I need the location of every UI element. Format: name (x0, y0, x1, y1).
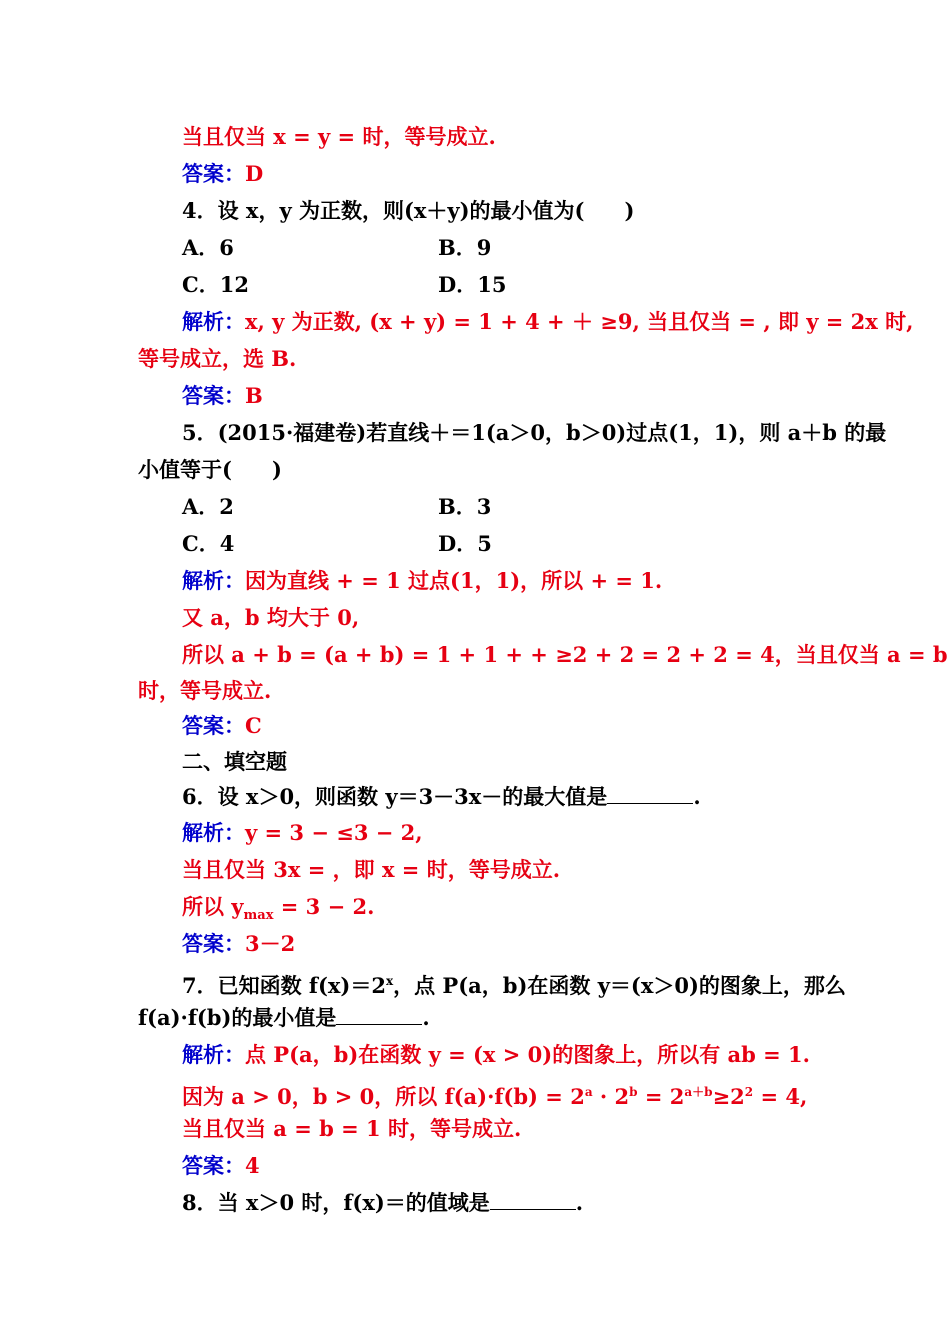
analysis-line (138, 678, 271, 704)
superscript: a＋b (684, 1085, 713, 1099)
option-c-text: C．12 (182, 272, 249, 297)
fill-blank (490, 1191, 576, 1210)
answer-line (182, 383, 263, 409)
superscript: b (629, 1085, 638, 1099)
answer-value: 3－2 (245, 931, 296, 956)
subscript: max (243, 908, 274, 924)
option-c-text: C．4 (182, 531, 235, 556)
analysis-text: · 2 (592, 1084, 630, 1109)
option-c (182, 531, 234, 557)
analysis-text: 又 a，b 均大于 0, (182, 605, 360, 630)
question-text: f(a)·f(b)的最小值是 (138, 1005, 337, 1030)
question-4 (182, 198, 634, 224)
answer-value: C (245, 713, 262, 738)
solution-text: 当且仅当 x = y = 时，等号成立. (182, 124, 496, 149)
analysis-label: 解析： (182, 568, 245, 593)
section-heading (182, 749, 287, 775)
option-c (182, 272, 249, 298)
question-text: 6．设 x＞0，则函数 y＝3－3x－的最大值是 (182, 784, 608, 809)
superscript: a (584, 1085, 593, 1099)
analysis-line (182, 605, 359, 631)
period: . (693, 784, 701, 809)
answer-label: 答案： (182, 713, 245, 738)
analysis-text: 当且仅当 3x = ，即 x = 时，等号成立. (182, 857, 561, 882)
fill-blank (607, 785, 693, 804)
question-text: ，点 P(a，b)在函数 y＝(x＞0)的图象上，那么 (393, 973, 846, 998)
option-b (438, 235, 491, 261)
analysis-text: ≥2 (712, 1084, 745, 1109)
question-text: 5．(2015·福建卷)若直线＋＝1(a＞0，b＞0)过点(1，1)，则 a＋b 的最 (182, 420, 887, 445)
analysis-text: 等号成立，选 B. (138, 346, 297, 371)
analysis-text: 因为直线 + = 1 过点(1，1)，所以 + = 1. (245, 568, 663, 593)
answer-label: 答案： (182, 1153, 245, 1178)
answer-label: 答案： (182, 161, 245, 186)
option-d (438, 272, 506, 298)
analysis-text: 当且仅当 a = b = 1 时，等号成立. (182, 1116, 522, 1141)
answer-line (182, 931, 295, 957)
analysis-text: = 4, (753, 1084, 808, 1109)
option-a (182, 494, 234, 520)
analysis-text: 时，等号成立. (138, 678, 272, 703)
analysis-text: = 2 (637, 1084, 685, 1109)
analysis-text: = 3 − 2. (273, 894, 375, 919)
option-b-text: B．3 (438, 494, 492, 519)
analysis-label: 解析： (182, 309, 245, 334)
question-text: 8．当 x＞0 时，f(x)＝的值域是 (182, 1190, 490, 1215)
superscript: 2 (744, 1085, 754, 1099)
period: . (575, 1190, 584, 1215)
answer-value: D (245, 161, 264, 186)
analysis-text: 点 P(a，b)在函数 y = (x > 0)的图象上，所以有 ab = 1. (245, 1042, 810, 1067)
option-d-text: D．5 (438, 531, 492, 556)
analysis-line (182, 857, 560, 883)
analysis-line (182, 309, 913, 335)
period: . (422, 1005, 430, 1030)
analysis-text: 因为 a > 0，b > 0，所以 f(a)·f(b) = 2 (182, 1084, 585, 1109)
answer-label: 答案： (182, 931, 245, 956)
solution-line (182, 124, 496, 150)
analysis-line (182, 820, 423, 846)
analysis-line (182, 1042, 810, 1068)
section-title: 二、填空题 (182, 749, 287, 774)
analysis-line (138, 346, 296, 372)
option-a (182, 235, 234, 261)
analysis-line (182, 894, 375, 924)
question-6 (182, 784, 701, 810)
question-8 (182, 1190, 583, 1216)
answer-value: 4 (245, 1153, 260, 1178)
question-text: 小值等于( (138, 457, 232, 482)
fill-blank (336, 1006, 422, 1025)
analysis-text: 所以 y (182, 894, 244, 919)
answer-line (182, 161, 263, 187)
question-5 (182, 420, 886, 446)
analysis-line (182, 568, 662, 594)
option-b (438, 494, 491, 520)
answer-label: 答案： (182, 383, 245, 408)
paren-close: ) (271, 457, 282, 482)
option-d (438, 531, 492, 557)
option-a-text: A．6 (182, 235, 234, 260)
superscript: x (385, 974, 394, 988)
analysis-line (182, 1079, 808, 1109)
answer-line (182, 713, 262, 739)
option-a-text: A．2 (182, 494, 234, 519)
question-7-cont (138, 1005, 430, 1031)
question-text: 7．已知函数 f(x)＝2 (182, 973, 386, 998)
analysis-line (182, 642, 948, 668)
question-5-cont (138, 457, 282, 483)
answer-line (182, 1153, 260, 1179)
question-7 (182, 968, 846, 998)
analysis-label: 解析： (182, 820, 245, 845)
question-text: 4．设 x，y 为正数，则(x＋y)的最小值为( (182, 198, 585, 223)
analysis-label: 解析： (182, 1042, 245, 1067)
analysis-text: x, y 为正数, (x + y) = 1 + 4 + ＋ ≥9, 当且仅当 = , 即 y = 2x 时, (245, 309, 914, 334)
analysis-text: y = 3 − ≤3 − 2, (245, 820, 423, 845)
analysis-line (182, 1116, 521, 1142)
answer-value: B (245, 383, 263, 408)
option-d-text: D．15 (438, 272, 507, 297)
analysis-text: 所以 a + b = (a + b) = 1 + 1 + + ≥2 + 2 = 2 + 2 = 4，当且仅当 a = b (182, 642, 948, 667)
option-b-text: B．9 (438, 235, 492, 260)
paren-close: ) (624, 198, 635, 223)
